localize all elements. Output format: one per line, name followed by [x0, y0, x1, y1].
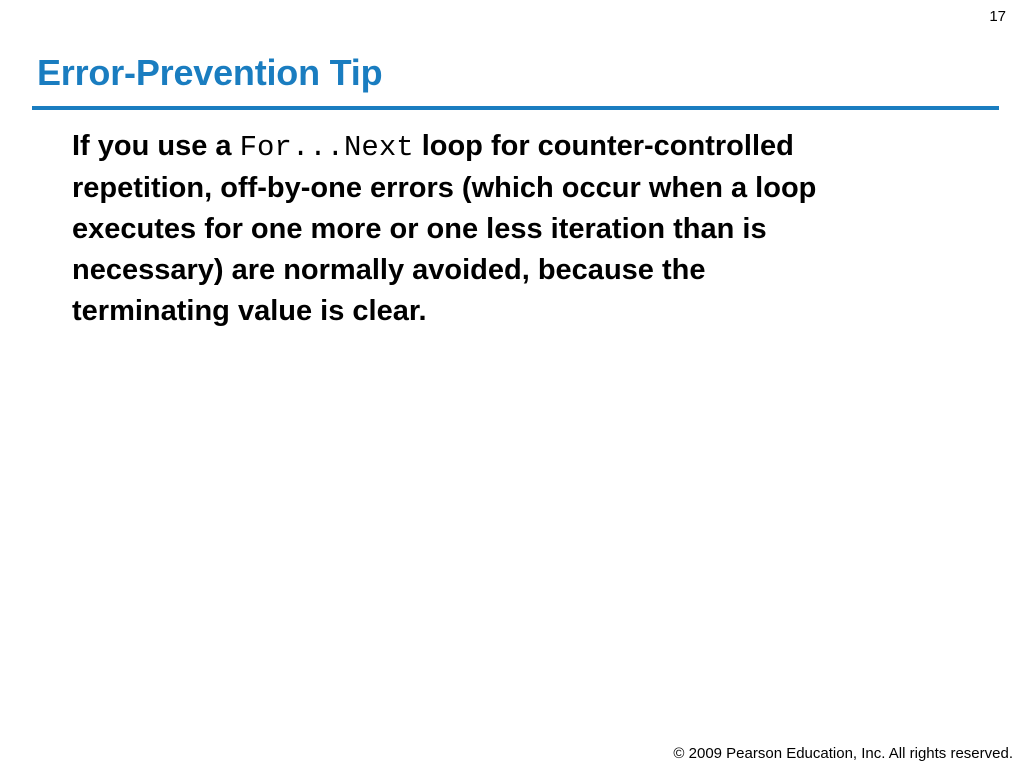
- tip-text-intro: If you use a: [72, 130, 240, 162]
- page-number: 17: [989, 8, 1006, 25]
- code-for-next: For...Next: [239, 131, 414, 164]
- slide-title: Error-Prevention Tip: [37, 52, 383, 93]
- tip-text-line1-rest: loop for counter-controlled: [413, 130, 794, 162]
- copyright-footer: © 2009 Pearson Education, Inc. All rights reserved.: [673, 745, 1013, 762]
- tip-line-2: repetition, off-by-one errors (which occur when a loop: [72, 172, 817, 204]
- tip-line-3: executes for one more or one less iteration than is: [72, 213, 767, 245]
- tip-line-5: terminating value is clear.: [72, 295, 427, 327]
- tip-line-4: necessary) are normally avoided, because the: [72, 254, 706, 286]
- title-divider: [32, 106, 999, 110]
- tip-line-1: [72, 126, 972, 168]
- tip-body: [72, 126, 972, 332]
